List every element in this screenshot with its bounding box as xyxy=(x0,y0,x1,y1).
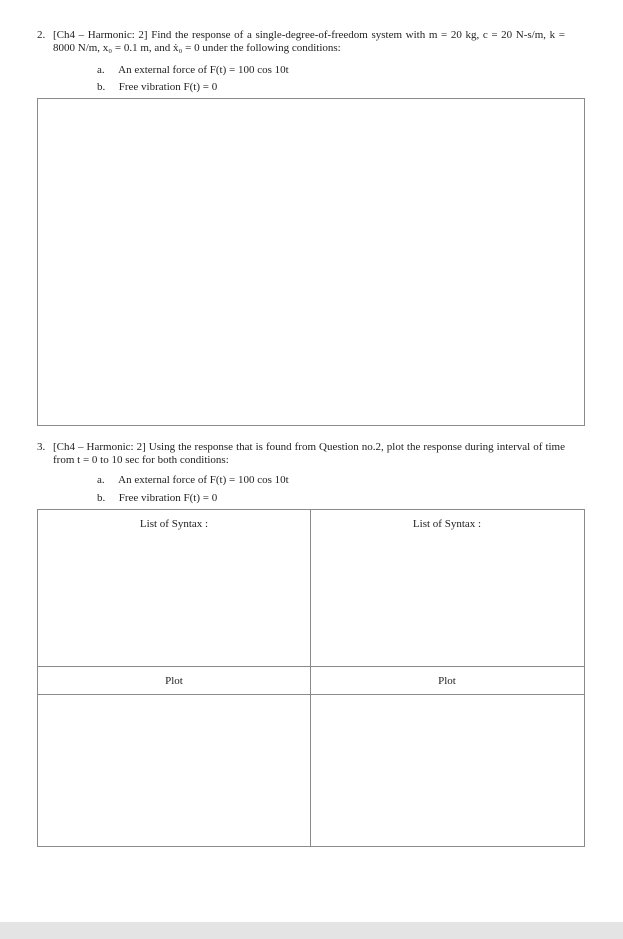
item-text: An external force of F(t) = 100 cos 10t xyxy=(118,64,289,76)
question-2-text: [Ch4 – Harmonic: 2] Find the response of a single-degree-of-freedom system with m = 20 kg, c = 20 N-s/m, k = 8000 N/m, x₀ = 0.1 m, and ẋ₀ = 0 under the following conditions: xyxy=(53,29,565,54)
syntax-header-left: List of Syntax : xyxy=(139,518,209,530)
plot-header-right: Plot xyxy=(438,675,456,687)
item-text: An external force of F(t) = 100 cos 10t xyxy=(118,474,289,486)
syntax-header-right: List of Syntax : xyxy=(412,518,482,530)
question-3-text: [Ch4 – Harmonic: 2] Using the response that is found from Question no.2, plot the response during interval of time from t = 0 to 10 sec for both conditions: xyxy=(53,441,565,466)
item-label: b. xyxy=(97,81,106,93)
question-3-item-a xyxy=(97,474,289,487)
question-3-number: 3. xyxy=(37,441,46,453)
page-bottom-bar xyxy=(0,922,623,939)
answer-box-q2[interactable] xyxy=(37,98,585,426)
plot-cell-left[interactable] xyxy=(38,695,309,846)
item-text: Free vibration F(t) = 0 xyxy=(118,81,218,93)
question-2-item-a xyxy=(97,64,289,77)
plot-header-left: Plot xyxy=(165,675,183,687)
item-label: a. xyxy=(97,474,105,486)
plot-cell-right[interactable] xyxy=(311,695,584,846)
question-2-number: 2. xyxy=(37,29,46,41)
item-label: a. xyxy=(97,64,105,76)
question-2-item-b xyxy=(97,81,217,94)
syntax-cell-right[interactable] xyxy=(311,534,584,665)
question-3-item-b xyxy=(97,492,217,505)
syntax-cell-left[interactable] xyxy=(38,534,309,665)
table-row-divider-1 xyxy=(37,666,585,667)
item-text: Free vibration F(t) = 0 xyxy=(118,492,218,504)
item-label: b. xyxy=(97,492,106,504)
